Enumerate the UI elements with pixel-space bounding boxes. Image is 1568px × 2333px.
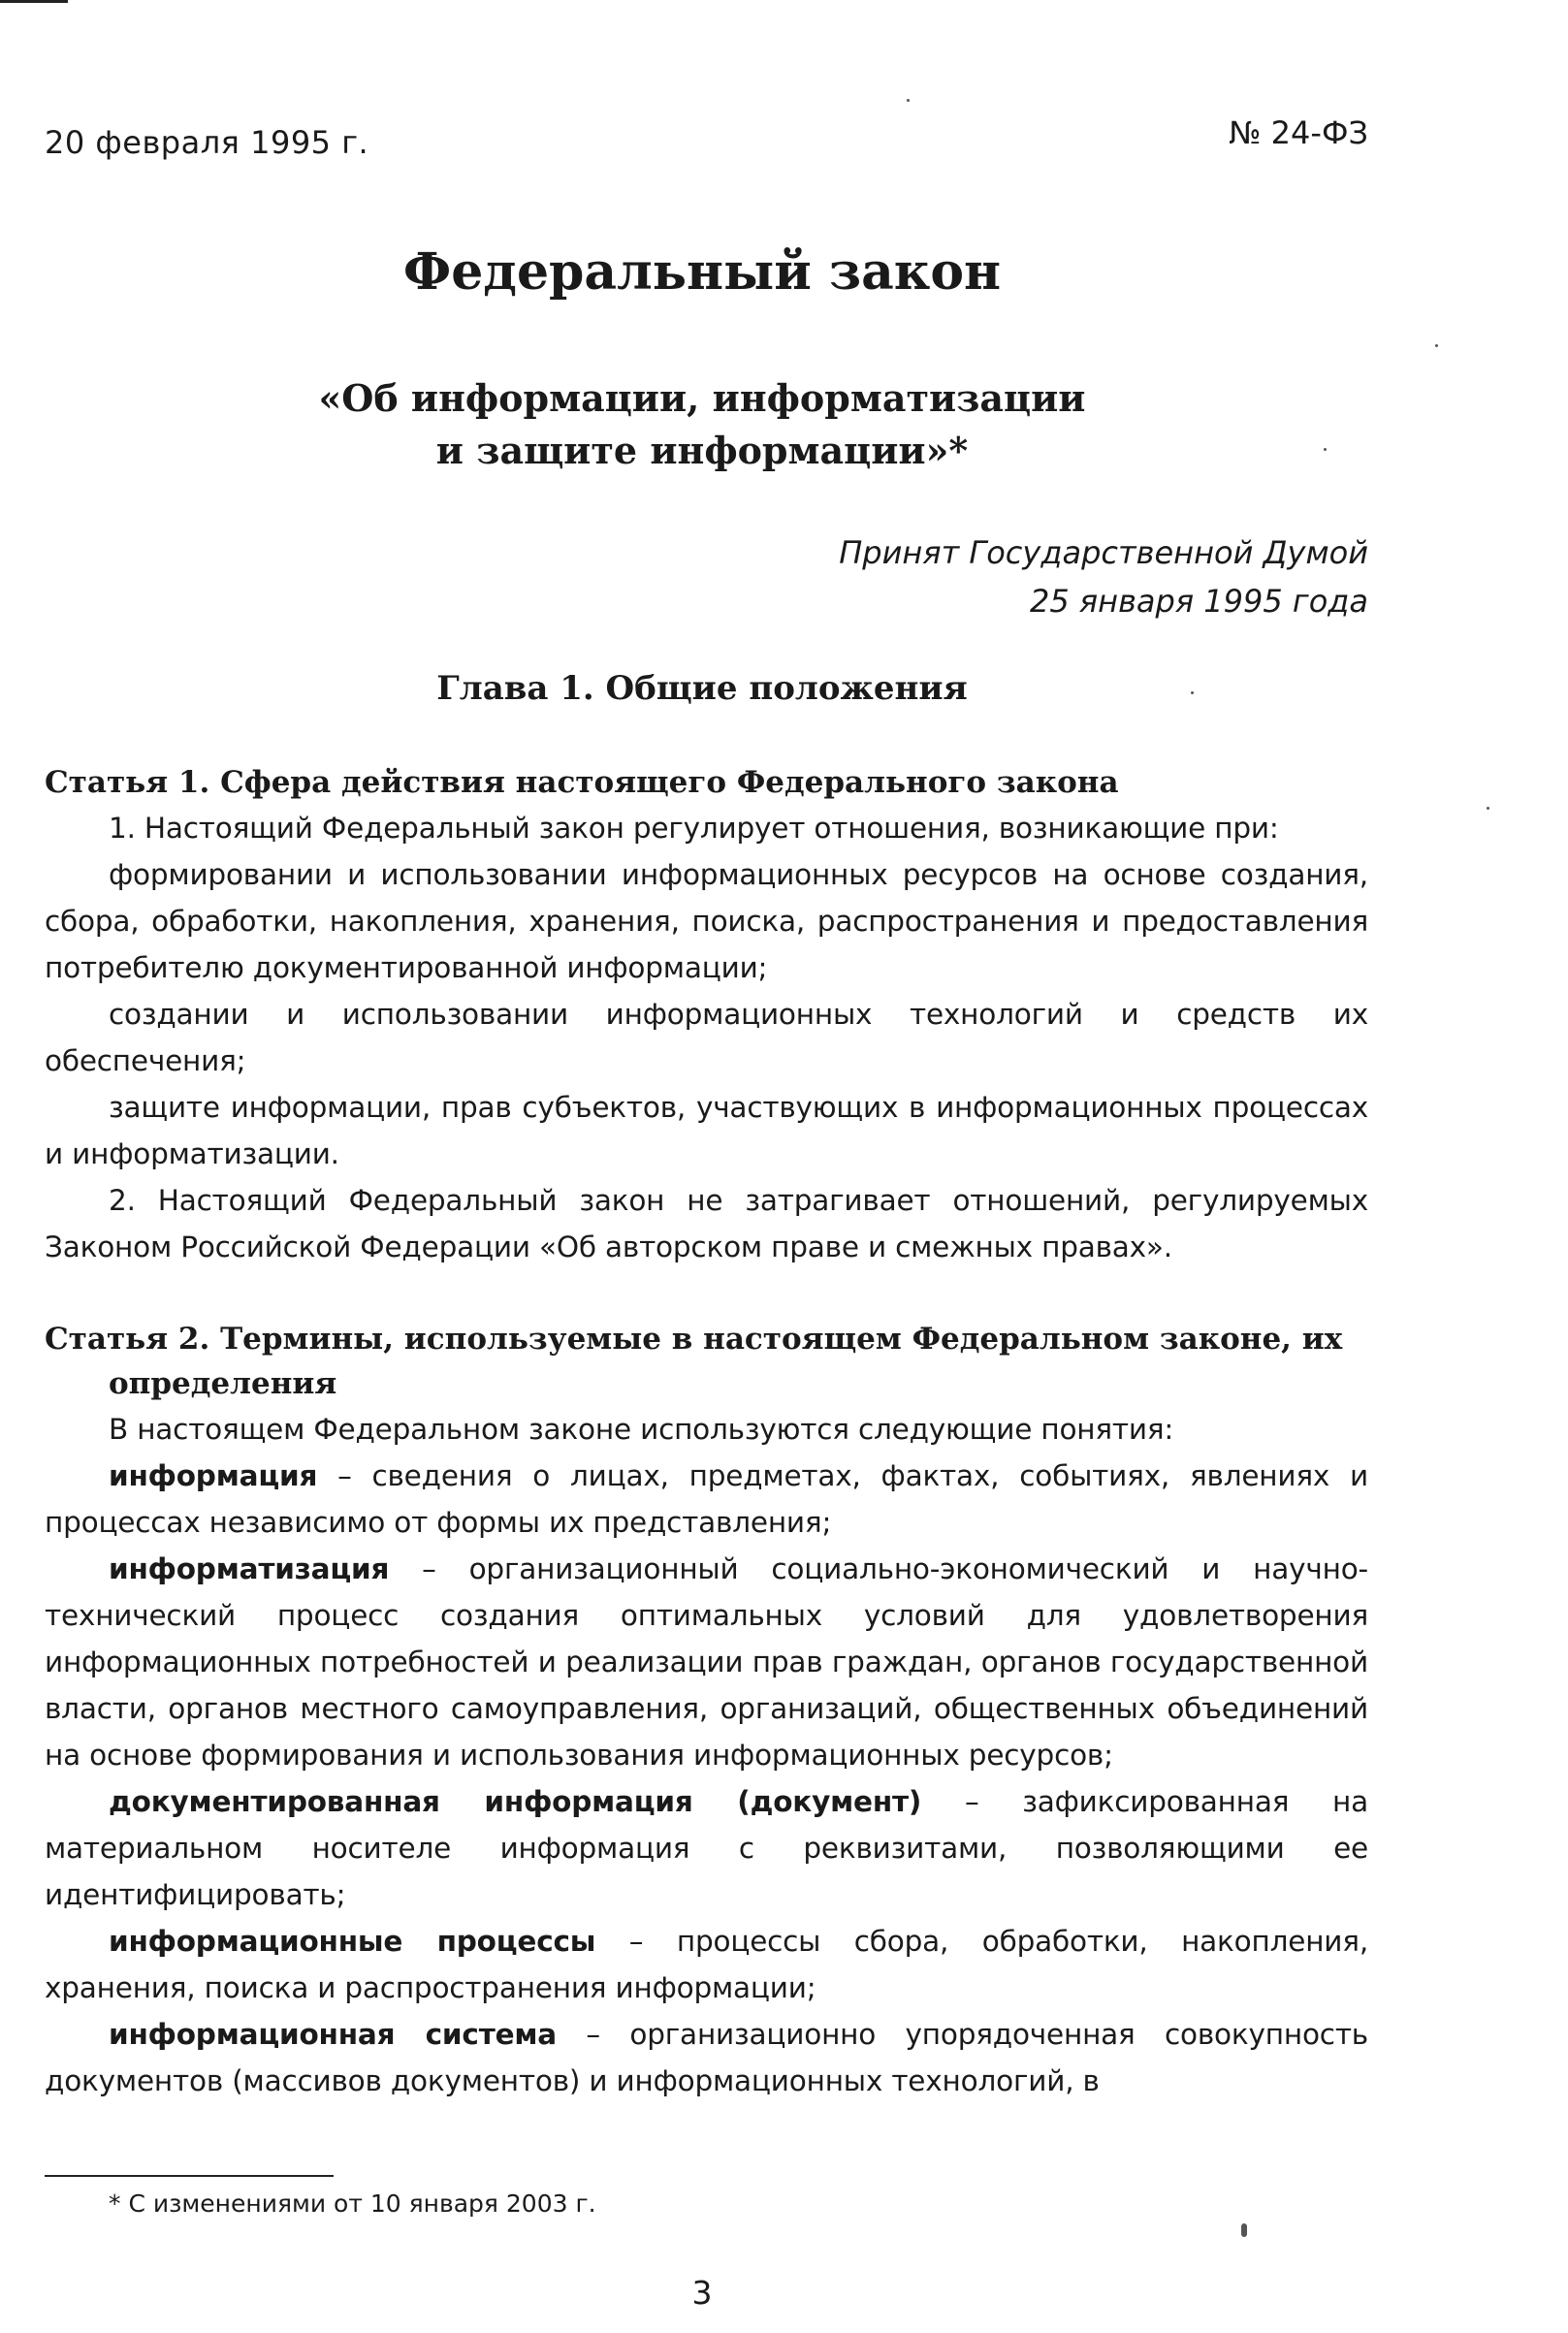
law-name [0, 372, 1404, 477]
definition-term: информационные процессы [109, 1925, 596, 1958]
law-title: Федеральный закон [402, 242, 1002, 302]
adoption-note [839, 528, 1368, 625]
definition-term: информация [109, 1459, 318, 1492]
law-name-line-2: и защите информации»* [435, 429, 969, 472]
definition-term: информационная система [109, 2018, 558, 2051]
scan-edge-mark [0, 0, 68, 3]
article-1-paragraph: защите информации, прав субъектов, участвующих в информационных процессах и информатизации. [45, 1091, 1368, 1170]
definition-item [45, 1453, 1368, 1546]
definition-item [45, 1918, 1368, 2011]
scan-speck [1487, 807, 1489, 810]
law-name-line-1: «Об информации, информатизации [318, 376, 1086, 420]
scan-speck [1324, 448, 1327, 451]
scan-speck [1435, 344, 1438, 347]
article-2 [45, 1317, 1368, 2104]
definition-item [45, 1546, 1368, 1778]
article-1-paragraph: 1. Настоящий Федеральный закон регулирует отношения, возникающие при: [109, 812, 1279, 845]
article-2-heading [45, 1317, 1368, 1406]
definition-item [45, 2011, 1368, 2104]
scan-speck [1241, 2223, 1247, 2237]
definition-text: – процессы сбора, обработки, накопления, хранения, поиска и распространения информации; [45, 1925, 1369, 2004]
definition-text: – организационный социально-экономический и научно-технический процесс создания оптимальных условий для удовлетворения информационных потребностей и реализации прав граждан, органов государственной власти, органов местного самоуправления, организаций, общественных объединений на основе формирования и использования информационных ресурсов; [45, 1552, 1368, 1772]
page-number: 3 [691, 2274, 713, 2312]
article-1-paragraph: формировании и использовании информационных ресурсов на основе создания, сбора, обработки, накопления, хранения, поиска, распространения и предоставления потребителю документированной информации; [45, 858, 1368, 984]
article-1-paragraph: 2. Настоящий Федеральный закон не затрагивает отношений, регулируемых Законом Российской Федерации «Об авторском праве и смежных правах». [45, 1184, 1368, 1263]
scan-speck [1191, 691, 1194, 694]
article-2-heading-line-2: определения [109, 1366, 337, 1401]
definition-text: – организационно упорядоченная совокупность документов (массивов документов) и информационных технологий, в [45, 2018, 1368, 2097]
scan-speck [907, 99, 910, 102]
footnote: * С изменениями от 10 января 2003 г. [109, 2189, 596, 2218]
document-date: 20 февраля 1995 г. [45, 124, 369, 161]
article-1-paragraph: создании и использовании информационных технологий и средств их обеспечения; [45, 998, 1368, 1077]
chapter-heading: Глава 1. Общие положения [436, 669, 968, 708]
article-1-heading: Статья 1. Сфера действия настоящего Федерального закона [45, 765, 1119, 800]
article-1 [45, 760, 1368, 1270]
definition-text: – зафиксированная на материальном носителе информация с реквизитами, позволяющими ее идентифицировать; [45, 1785, 1368, 1911]
article-2-intro: В настоящем Федеральном законе используются следующие понятия: [109, 1413, 1174, 1446]
adoption-line-1: Принят Государственной Думой [839, 534, 1368, 571]
definition-text: – сведения о лицах, предметах, фактах, событиях, явлениях и процессах независимо от формы их представления; [45, 1459, 1368, 1539]
adoption-line-2: 25 января 1995 года [1030, 583, 1368, 620]
article-2-heading-line-1: Статья 2. Термины, используемые в настоящем Федеральном законе, их [45, 1322, 1343, 1357]
definition-item [45, 1778, 1368, 1918]
definition-term: информатизация [109, 1552, 390, 1585]
definition-term: документированная информация (документ) [109, 1785, 922, 1818]
footnote-divider [45, 2175, 334, 2177]
document-number: № 24-ФЗ [1229, 114, 1368, 151]
